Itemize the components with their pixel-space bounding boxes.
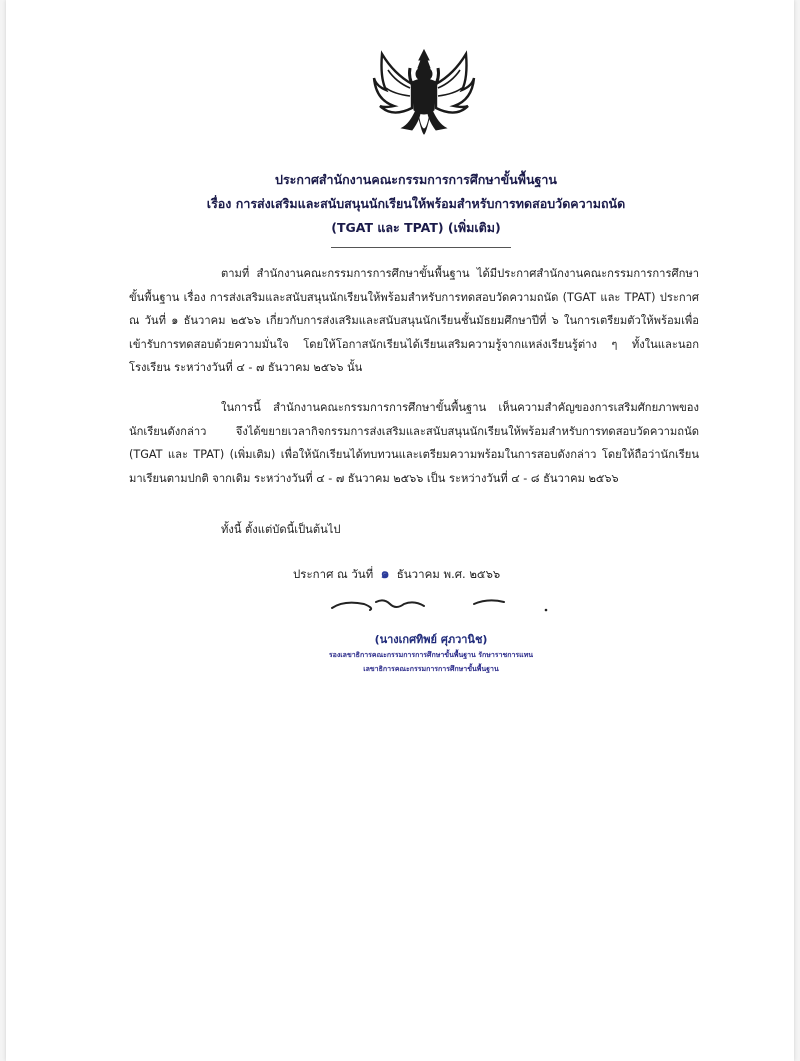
announcement-subject-suffix: (TGAT และ TPAT) (เพิ่มเติม) [331,220,501,235]
date-day: ๑ [380,566,390,582]
body-paragraph-2: ในการนี้ สำนักงานคณะกรรมการการศึกษาขั้นพื้นฐาน เห็นความสำคัญของการเสริมศักยภาพของนักเรียนดังกล่าว จึงได้ขยายเวลากิจกรรมการส่งเสริมและสนับสนุนนักเรียนให้พร้อมสำหรับการทดสอบวัดความถนัด (TGAT และ TPAT) (เพิ่มเติม) เพื่อให้นักเรียนได้ทบทวนและเตรียมความพร้อมในการสอบดังกล่าว โดยให้ถือว่านักเรียนมาเรียนตามปกติ จากเดิม ระหว่างวันที่ ๔ - ๗ ธันวาคม ๒๕๖๖ เป็น ระหว่างวันที่ ๔ - ๘ ธันวาคม ๒๕๖๖ [129,401,699,485]
signatory-position-line-1: รองเลขาธิการคณะกรรมการการศึกษาขั้นพื้นฐาน รักษาราชการแทน [328,651,534,659]
signatory-name: (นางเกศทิพย์ ศุภวานิช) [374,633,488,646]
announcement-title: ประกาศสำนักงานคณะกรรมการการศึกษาขั้นพื้นฐาน [275,172,557,187]
body-paragraph-3: ทั้งนี้ ตั้งแต่บัดนี้เป็นต้นไป [221,523,341,536]
handwritten-signature [324,590,554,620]
date-month-year: ธันวาคม พ.ศ. ๒๕๖๖ [396,567,501,581]
garuda-emblem-icon [372,48,476,148]
date-prefix: ประกาศ ณ วันที่ [293,567,374,581]
document-page [6,0,794,1061]
title-divider [331,247,511,248]
signatory-position-line-2: เลขาธิการคณะกรรมการการศึกษาขั้นพื้นฐาน [363,665,499,673]
announcement-date [293,563,500,585]
body-paragraph-1: ตามที่ สำนักงานคณะกรรมการการศึกษาขั้นพื้นฐาน ได้มีประกาศสำนักงานคณะกรรมการการศึกษาขั้นพื้นฐาน เรื่อง การส่งเสริมและสนับสนุนนักเรียนให้พร้อมสำหรับการทดสอบวัดความถนัด (TGAT และ TPAT) ประกาศ ณ วันที่ ๑ ธันวาคม ๒๕๖๖ เกี่ยวกับการส่งเสริมและสนับสนุนนักเรียนชั้นมัธยมศึกษาปีที่ ๖ ในการเตรียมตัวให้พร้อมเพื่อเข้ารับการทดสอบด้วยความมั่นใจ โดยให้โอกาสนักเรียนได้เรียนเสริมความรู้จากแหล่งเรียนรู้ต่าง ๆ ทั้งในและนอกโรงเรียน ระหว่างวันที่ ๔ - ๗ ธันวาคม ๒๕๖๖ นั้น [129,267,699,375]
announcement-subject: เรื่อง การส่งเสริมและสนับสนุนนักเรียนให้พร้อมสำหรับการทดสอบวัดความถนัด [206,196,626,211]
